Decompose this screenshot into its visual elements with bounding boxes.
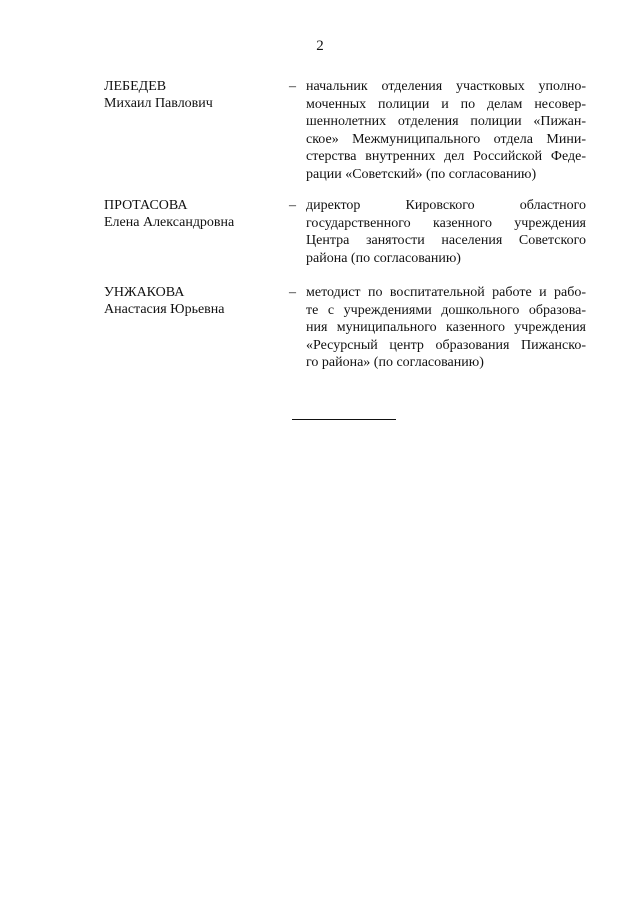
role-line: Центра занятости населения Советского bbox=[306, 233, 586, 248]
role-line: моченных полиции и по делам несовер- bbox=[306, 96, 586, 112]
member-given-names: Елена Александровна bbox=[104, 215, 235, 230]
member-role bbox=[306, 284, 586, 372]
role-line: рации «Советский» (по согласованию) bbox=[306, 166, 537, 182]
member-role bbox=[306, 197, 586, 267]
member-surname: УНЖАКОВА bbox=[104, 285, 185, 300]
role-line: «Ресурсный центр образования Пижанско- bbox=[306, 337, 586, 353]
role-line: те с учреждениями дошкольного образова- bbox=[306, 302, 586, 318]
role-line: района (по согласованию) bbox=[306, 250, 461, 266]
member-name bbox=[104, 78, 279, 112]
role-line: методист по воспитательной работе и рабо- bbox=[306, 285, 586, 300]
role-line: начальник отделения участковых уполно- bbox=[306, 79, 586, 94]
page-number: 2 bbox=[316, 38, 324, 54]
role-line: ское» Межмуниципального отдела Мини- bbox=[306, 131, 586, 147]
role-line: ния муниципального казенного учреждения bbox=[306, 320, 586, 335]
role-line: директор Кировского областного bbox=[306, 198, 586, 213]
dash-separator: – bbox=[289, 79, 296, 94]
member-role bbox=[306, 78, 586, 183]
role-line: государственного казенного учреждения bbox=[306, 215, 586, 231]
closing-divider-line bbox=[292, 419, 396, 420]
role-line: го района» (по согласованию) bbox=[306, 355, 484, 370]
member-given-names: Михаил Павлович bbox=[104, 96, 213, 111]
member-surname: ЛЕБЕДЕВ bbox=[104, 79, 167, 94]
member-surname: ПРОТАСОВА bbox=[104, 198, 188, 213]
role-line: шеннолетних отделения полиции «Пижан- bbox=[306, 114, 586, 129]
member-given-names: Анастасия Юрьевна bbox=[104, 302, 225, 317]
dash-separator: – bbox=[289, 198, 296, 213]
role-line: стерства внутренних дел Российской Феде- bbox=[306, 149, 586, 164]
dash-separator: – bbox=[289, 285, 296, 300]
member-name bbox=[104, 197, 279, 231]
member-name bbox=[104, 284, 279, 318]
